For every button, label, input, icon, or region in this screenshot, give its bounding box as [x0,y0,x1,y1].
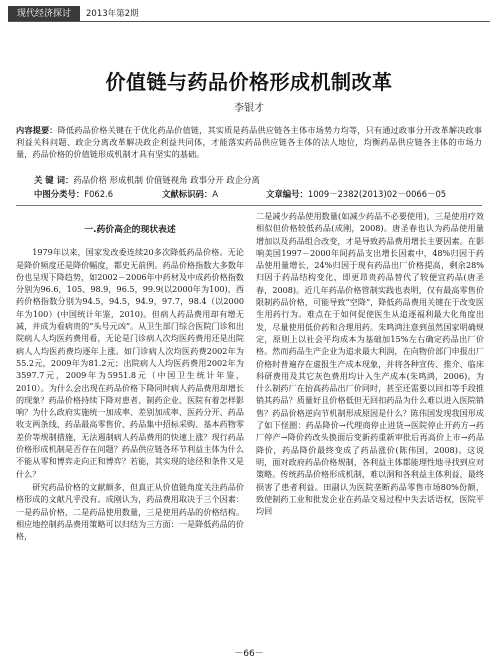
classification-number [34,188,113,200]
article-title: 价值链与药品价格形成机制改革 [105,70,393,94]
left-column [16,218,244,543]
keywords-text: 药品价格 形成机制 价值链视角 政事分开 政企分离 [73,175,260,185]
abstract-text: 降低药品价格关键在于优化药品价值链，其实质是药品供应链各主体市场势力均等，只有通过政事分开改革解决政事利益关科问题、政企分离改革解决政企利益共同体，才能落实药品供应链各主体的法人地位，均衡药品供应链各主体的市场力量，药品价格的价值链形成机制才具有坚实的基础。 [16,125,482,160]
article-number-value: 1009－2382(2013)02－0066－05 [307,189,447,199]
classification-value: F062.6 [84,189,114,199]
abstract-label: 内容提要： [16,125,58,135]
right-column [256,210,484,518]
classification-label: 中图分类号： [34,189,85,199]
article-author: 李银才 [234,103,264,114]
section-heading: 一.药价高企的现状表述 [84,225,176,235]
journal-name-tag: 现代经济探讨 [8,6,80,22]
journal-header [8,6,490,22]
body-paragraph: 1979年以来，国家发改委连续20多次降低药品价格。无论是降价频度还是降价幅度，都史无前例。药品价格指数大多数年份也呈现下降趋势，如2002－2006年中药材及中成药价格指数分别为96.6，105、98.9，96.5，99.9(以2000年为100)，西药价格指数分别为94.5，94.5，94.9，97.7，98.4（以2000年为100）(中国统计年鉴，2010)。但病人药品费用却有增无减，并成为看病贵的“头号元凶”。从卫生部门综合医院门诊和出院病人人均医药费用看，无论是门诊病人次均医药费用还是出院病人人均医药费均逐年上涨。如门诊病人次均医药费2002年为55.2元，2009年为81.2元；出院病人人均医药费用2002年为3597.7元，2009年为5951.8元（中国卫生统计年鉴，2010）。为什么会出现在药品价格下降同时病人药品费用却增长的现象？药品价格持续下降对患者、制药企业、医院有着怎样影响？为什么政府实施统一加成率、差别加成率、医药分开、药品收支两条线、药品最高零售价、药品集中招标采购、基本药物零差价等规制措施，无法遏制病人药品费用的快速上涨？现行药品价格形成机制是否存在问题？药品供应链各环节利益主体为什么不能从零和博弈走向正和博弈？若能，其实现的途径和条件又是什么？ [16,247,244,479]
issue-label: 2013年第2期 [86,9,139,19]
keywords-line [34,174,260,186]
keywords-label: 关 键 词： [34,175,74,185]
body-paragraph: 二是减少药品使用数量(如减少药品不必要使用)，三是使用疗效相似但价格较低药品(成刚，2008)。唐圣春也认为药品使用量增加以及药品组合改变，才是导致药品费用增长主要因素。在影响美国1997－2000年间药品支出增长因素中，48%归因于药品使用量增长，24%归因于现有药品出厂价格提高，剩余28%归因于药品结构变化，即更昂贵药品替代了较便宜药品(唐圣春，2008)。近几年药品价格管制实践也表明，仅有最高零售价限制药品价格，可能导致“空降”，降低药品费用关键在于改变医生用药行为。难点在于如何促使医生从追逐福利最大化角度出发，尽量使用低价药和合理用药。朱鸣鸿注意到虽然国家明确规定，原则上以社会平均成本为基础加15%左右确定药品出厂价格。然而药品生产企业为追求最大利润，在向物价部门申报出厂价格时普遍存在虚报生产成本现象，并将各种宣传、推介、临床科研费用及其它灰色费用均计入生产成本(朱鸣鸿，2006)。为什么制药厂在抬高药品出厂价同时，甚至还需要以回扣等手段推销其药品？质量好且价格低但无回扣药品为什么难以进入医院销售？药品价格逆向节机制形成原因是什么？陈伟国发现我国形成了如下怪圈：药品降价→代理商停止进货→医院停止开药方→药厂停产→降价药改头换面后变新药重新审批后再高价上市→药品降价，药品降价最终变成了药品涨价(陈伟国，2008)。这说明，面对政府药品价格规制，各利益主体都能理性地寻找到应对策略。传统药品价格形成机制，难以洞和各利益主体利益，最终损害了患者利益。田副认为医院垄断药品零售市场80%份额，致使制药工业和批发企业在药品交易过程中失去话语权，医院平均回 [256,211,484,517]
page-number: －66－ [234,649,264,659]
document-code [162,188,218,200]
abstract-block [16,124,482,161]
abstract-divider [16,205,482,206]
document-code-value: A [212,189,218,199]
document-code-label: 文献标识码： [162,189,213,199]
header-divider [8,21,490,22]
body-paragraph: 研究药品价格的文献颇多，但真正从价值链角度关注药品价格形成的文献凡乎没有。成刚认为，药品费用取决于三个因素：一是药品价格，二是药品使用数量，三是使用药品的价格结构。相应地控制药品费用策略可以归结为三方面：一是降低药品的价格， [16,481,244,542]
article-number [266,188,446,200]
article-number-label: 文章编号： [266,189,308,199]
